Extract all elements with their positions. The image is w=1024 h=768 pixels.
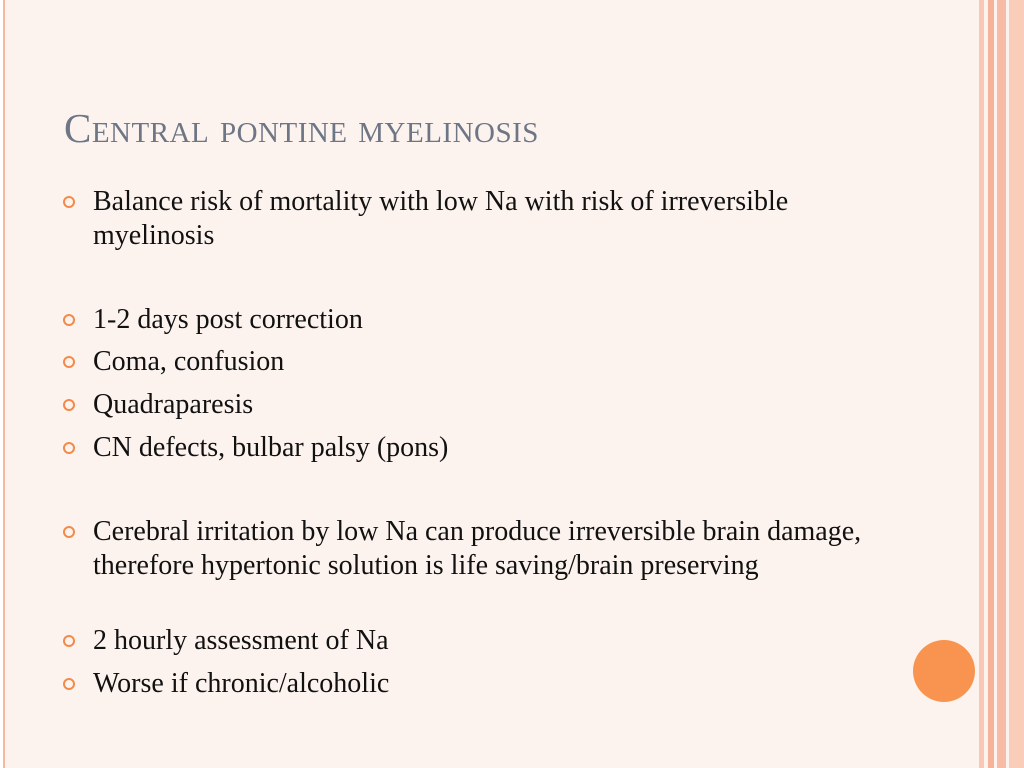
- bullet-icon: [63, 526, 75, 538]
- bullet-text: Cerebral irritation by low Na can produce irreversible brain damage, therefore hypertonic solution is life saving/brain preserving: [93, 516, 862, 581]
- bullet-item: [63, 185, 893, 253]
- bullet-text: 1-2 days post correction: [93, 304, 363, 335]
- bullet-text: 2 hourly assessment of Na: [93, 625, 389, 656]
- bullet-item: [63, 388, 893, 422]
- bullet-text: Quadraparesis: [93, 389, 254, 420]
- bullet-item: [63, 303, 893, 337]
- bullet-text: Coma, confusion: [93, 346, 285, 377]
- decorative-stripe: [997, 0, 1006, 768]
- bullet-item: [63, 624, 893, 658]
- bullet-text: CN defects, bulbar palsy (pons): [93, 432, 449, 463]
- bullet-item: [63, 667, 893, 701]
- bullet-text: Balance risk of mortality with low Na with risk of irreversible myelinosis: [93, 186, 789, 251]
- bullet-item: [63, 515, 893, 583]
- bullet-icon: [63, 635, 75, 647]
- bullet-icon: [63, 442, 75, 454]
- bullet-item: [63, 431, 893, 465]
- decorative-stripe: [1009, 0, 1024, 768]
- bullet-icon: [63, 314, 75, 326]
- bullet-text: Worse if chronic/alcoholic: [93, 668, 390, 699]
- bullet-icon: [63, 678, 75, 690]
- bullet-item: [63, 345, 893, 379]
- bullet-icon: [63, 399, 75, 411]
- decorative-circle: [913, 640, 975, 702]
- bullet-icon: [63, 196, 75, 208]
- slide-title: Central pontine myelinosis: [64, 105, 539, 151]
- bullet-icon: [63, 356, 75, 368]
